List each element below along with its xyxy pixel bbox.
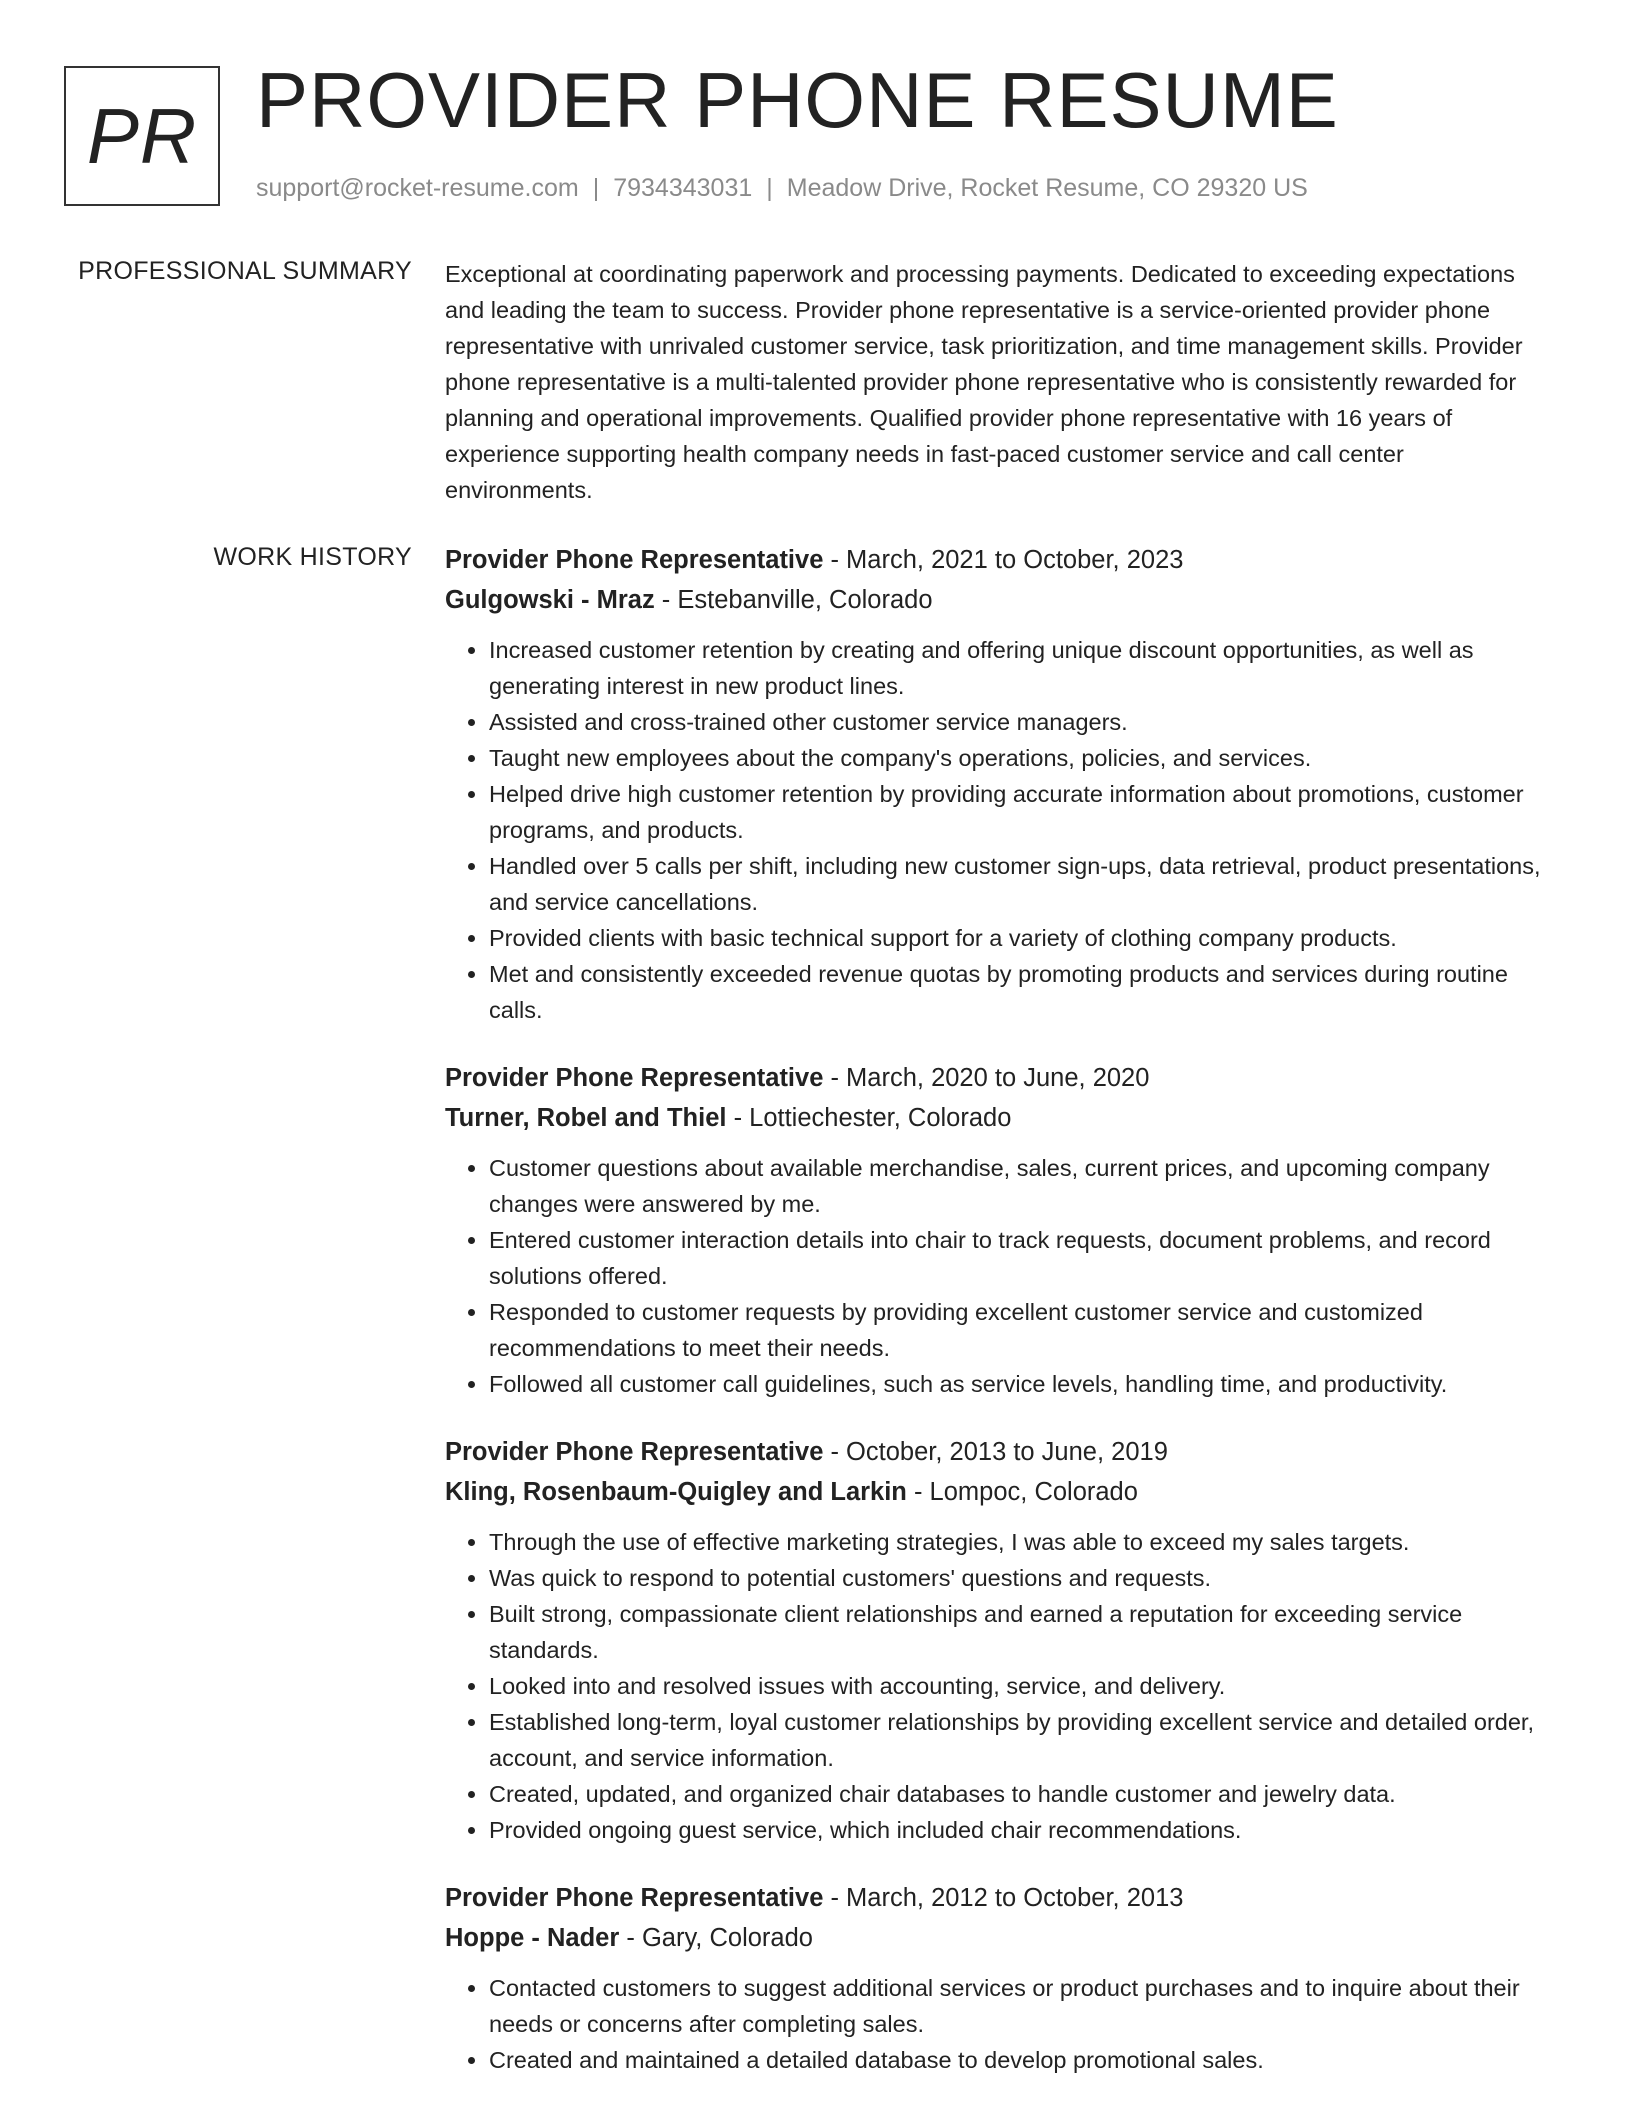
contact-phone: 7934343031 xyxy=(613,174,753,202)
job-location: - Estebanville, Colorado xyxy=(654,586,933,614)
job-entry xyxy=(445,1878,1555,2078)
job-title: Provider Phone Representative xyxy=(445,1884,824,1912)
job-entry xyxy=(445,1058,1555,1402)
job-bullet: • Assisted and cross-trained other customer service managers. xyxy=(489,704,1555,740)
job-bullet: • Responded to customer requests by providing excellent customer service and customized recommendations to meet their needs. xyxy=(489,1294,1555,1366)
job-bullet: • Provided clients with basic technical support for a variety of clothing company products. xyxy=(489,920,1555,956)
job-title: Provider Phone Representative xyxy=(445,1438,824,1466)
job-bullet: • Contacted customers to suggest additional services or product purchases and to inquire about their needs or concerns after completing sales. xyxy=(489,1970,1555,2042)
job-company-line xyxy=(445,1098,1555,1138)
contact-email: support@rocket-resume.com xyxy=(256,174,579,202)
contact-separator: | xyxy=(766,174,773,202)
work-history-label: WORK HISTORY xyxy=(213,543,412,571)
contact-address: Meadow Drive, Rocket Resume, CO 29320 US xyxy=(786,174,1308,202)
job-location: - Lottiechester, Colorado xyxy=(726,1104,1012,1132)
job-bullet: • Followed all customer call guidelines, such as service levels, handling time, and productivity. xyxy=(489,1366,1555,1402)
job-entry xyxy=(445,1432,1555,1848)
job-title-line xyxy=(445,540,1555,580)
job-bullet: • Created, updated, and organized chair databases to handle customer and jewelry data. xyxy=(489,1776,1555,1812)
job-title: Provider Phone Representative xyxy=(445,1064,824,1092)
job-bullet: • Entered customer interaction details into chair to track requests, document problems, and record solutions offered. xyxy=(489,1222,1555,1294)
job-bullet: • Customer questions about available merchandise, sales, current prices, and upcoming company changes were answered by me. xyxy=(489,1150,1555,1222)
job-bullet: • Increased customer retention by creating and offering unique discount opportunities, as well as generating interest in new product lines. xyxy=(489,632,1555,704)
job-company-line xyxy=(445,580,1555,620)
job-location: - Gary, Colorado xyxy=(619,1924,813,1952)
job-bullet: • Created and maintained a detailed database to develop promotional sales. xyxy=(489,2042,1555,2078)
job-bullet: • Through the use of effective marketing strategies, I was able to exceed my sales targets. xyxy=(489,1524,1555,1560)
monogram-box xyxy=(64,66,220,206)
job-company-line xyxy=(445,1472,1555,1512)
job-location: - Lompoc, Colorado xyxy=(906,1478,1138,1506)
job-bullet: • Established long-term, loyal customer relationships by providing excellent service and detailed order, account, and service information. xyxy=(489,1704,1555,1776)
job-bullet: • Was quick to respond to potential customers' questions and requests. xyxy=(489,1560,1555,1596)
job-bullet: • Looked into and resolved issues with accounting, service, and delivery. xyxy=(489,1668,1555,1704)
summary-label: PROFESSIONAL SUMMARY xyxy=(78,257,412,285)
job-company: Kling, Rosenbaum-Quigley and Larkin xyxy=(445,1478,907,1506)
job-bullets xyxy=(445,1970,1555,2078)
job-bullet: • Helped drive high customer retention by providing accurate information about promotions, customer programs, and products. xyxy=(489,776,1555,848)
job-dates: - March, 2020 to June, 2020 xyxy=(823,1064,1150,1092)
job-bullet: • Met and consistently exceeded revenue quotas by promoting products and services during routine calls. xyxy=(489,956,1555,1028)
job-bullets xyxy=(445,1150,1555,1402)
work-history-body xyxy=(445,540,1555,2108)
monogram-initials: PR xyxy=(86,91,198,180)
job-company: Gulgowski - Mraz xyxy=(445,586,655,614)
job-dates: - March, 2021 to October, 2023 xyxy=(823,546,1184,574)
job-company-line xyxy=(445,1918,1555,1958)
summary-body xyxy=(445,256,1555,508)
job-entry xyxy=(445,540,1555,1028)
job-bullets xyxy=(445,632,1555,1028)
summary-text: Exceptional at coordinating paperwork and processing payments. Dedicated to exceeding expectations and leading the team to success. Provider phone representative is a service-oriented provider phone representative with unrivaled customer service, task prioritization, and time management skills. Provider phone representative is a multi-talented provider phone representative who is consistently rewarded for planning and operational improvements. Qualified provider phone representative with 16 years of experience supporting health company needs in fast-paced customer service and call center environments. xyxy=(445,261,1523,503)
job-bullet: • Handled over 5 calls per shift, including new customer sign-ups, data retrieval, product presentations, and service cancellations. xyxy=(489,848,1555,920)
job-company: Turner, Robel and Thiel xyxy=(445,1104,727,1132)
job-bullets xyxy=(445,1524,1555,1848)
job-title-line xyxy=(445,1878,1555,1918)
job-bullet: • Built strong, compassionate client relationships and earned a reputation for exceeding service standards. xyxy=(489,1596,1555,1668)
job-title-line xyxy=(445,1058,1555,1098)
job-title-line xyxy=(445,1432,1555,1472)
job-company: Hoppe - Nader xyxy=(445,1924,620,1952)
contact-line xyxy=(256,174,1308,203)
job-dates: - October, 2013 to June, 2019 xyxy=(823,1438,1168,1466)
job-title: Provider Phone Representative xyxy=(445,546,824,574)
job-bullet: • Taught new employees about the company's operations, policies, and services. xyxy=(489,740,1555,776)
contact-separator: | xyxy=(592,174,600,202)
page-title: PROVIDER PHONE RESUME xyxy=(256,56,1339,144)
job-dates: - March, 2012 to October, 2013 xyxy=(823,1884,1184,1912)
job-bullet: • Provided ongoing guest service, which included chair recommendations. xyxy=(489,1812,1555,1848)
